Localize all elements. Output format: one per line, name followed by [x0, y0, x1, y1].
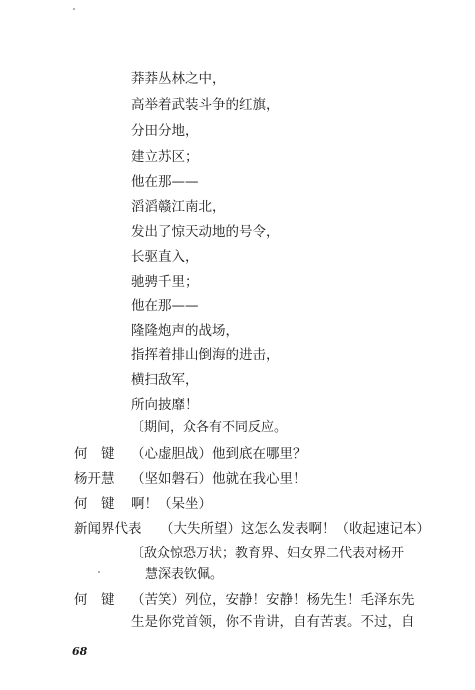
verse-line: 指挥着排山倒海的进击， [131, 347, 280, 363]
verse-line: 莽莽丛林之中， [131, 71, 226, 87]
stage-direction: 〔敌众惊恐万状；教育界、妇女界二代表对杨开 [131, 546, 405, 561]
verse-line: 分田分地， [131, 123, 199, 139]
speaker-name: 何 键 [74, 446, 115, 462]
verse-line: 他在那—— [131, 298, 199, 314]
verse-line: 高举着武装斗争的红旗， [131, 97, 280, 113]
verse-line: 驰骋千里； [131, 274, 199, 290]
scan-speck [98, 571, 100, 573]
verse-line: 滔滔赣江南北， [131, 199, 226, 215]
verse-line: 隆隆炮声的战场， [131, 323, 239, 339]
stage-direction: 〔期间，众各有不同反应。 [131, 420, 288, 435]
speaker-name: 何 键 [74, 496, 115, 512]
verse-line: 发出了惊天动地的号令， [131, 224, 280, 240]
speaker-name: 杨开慧 [74, 471, 115, 487]
verse-line: 横扫敌军， [131, 372, 199, 388]
speech-text: （苦笑）列位，安静！安静！杨先生！毛泽东先 [131, 592, 415, 608]
scan-speck [73, 8, 75, 10]
verse-line: 所向披靡！ [131, 397, 199, 413]
speech-text: （坚如磐石）他就在我心里！ [131, 471, 307, 487]
verse-line: 长驱直入， [131, 249, 199, 265]
page-number: 68 [72, 645, 88, 658]
speech-text: （心虚胆战）他到底在哪里？ [131, 446, 307, 462]
speaker-name: 新闻界代表 [74, 521, 142, 537]
speech-text: 啊！（呆坐） [131, 496, 212, 512]
stage-direction: 慧深表钦佩。 [145, 567, 224, 582]
speech-text: 生是你党首领，你不肯讲，自有苦衷。不过，自 [131, 614, 415, 630]
verse-line: 建立苏区； [131, 149, 199, 165]
speech-text: （大失所望）这怎么发表啊！（收起速记本） [160, 521, 430, 537]
speaker-name: 何 键 [74, 592, 115, 608]
verse-line: 他在那—— [131, 174, 199, 190]
